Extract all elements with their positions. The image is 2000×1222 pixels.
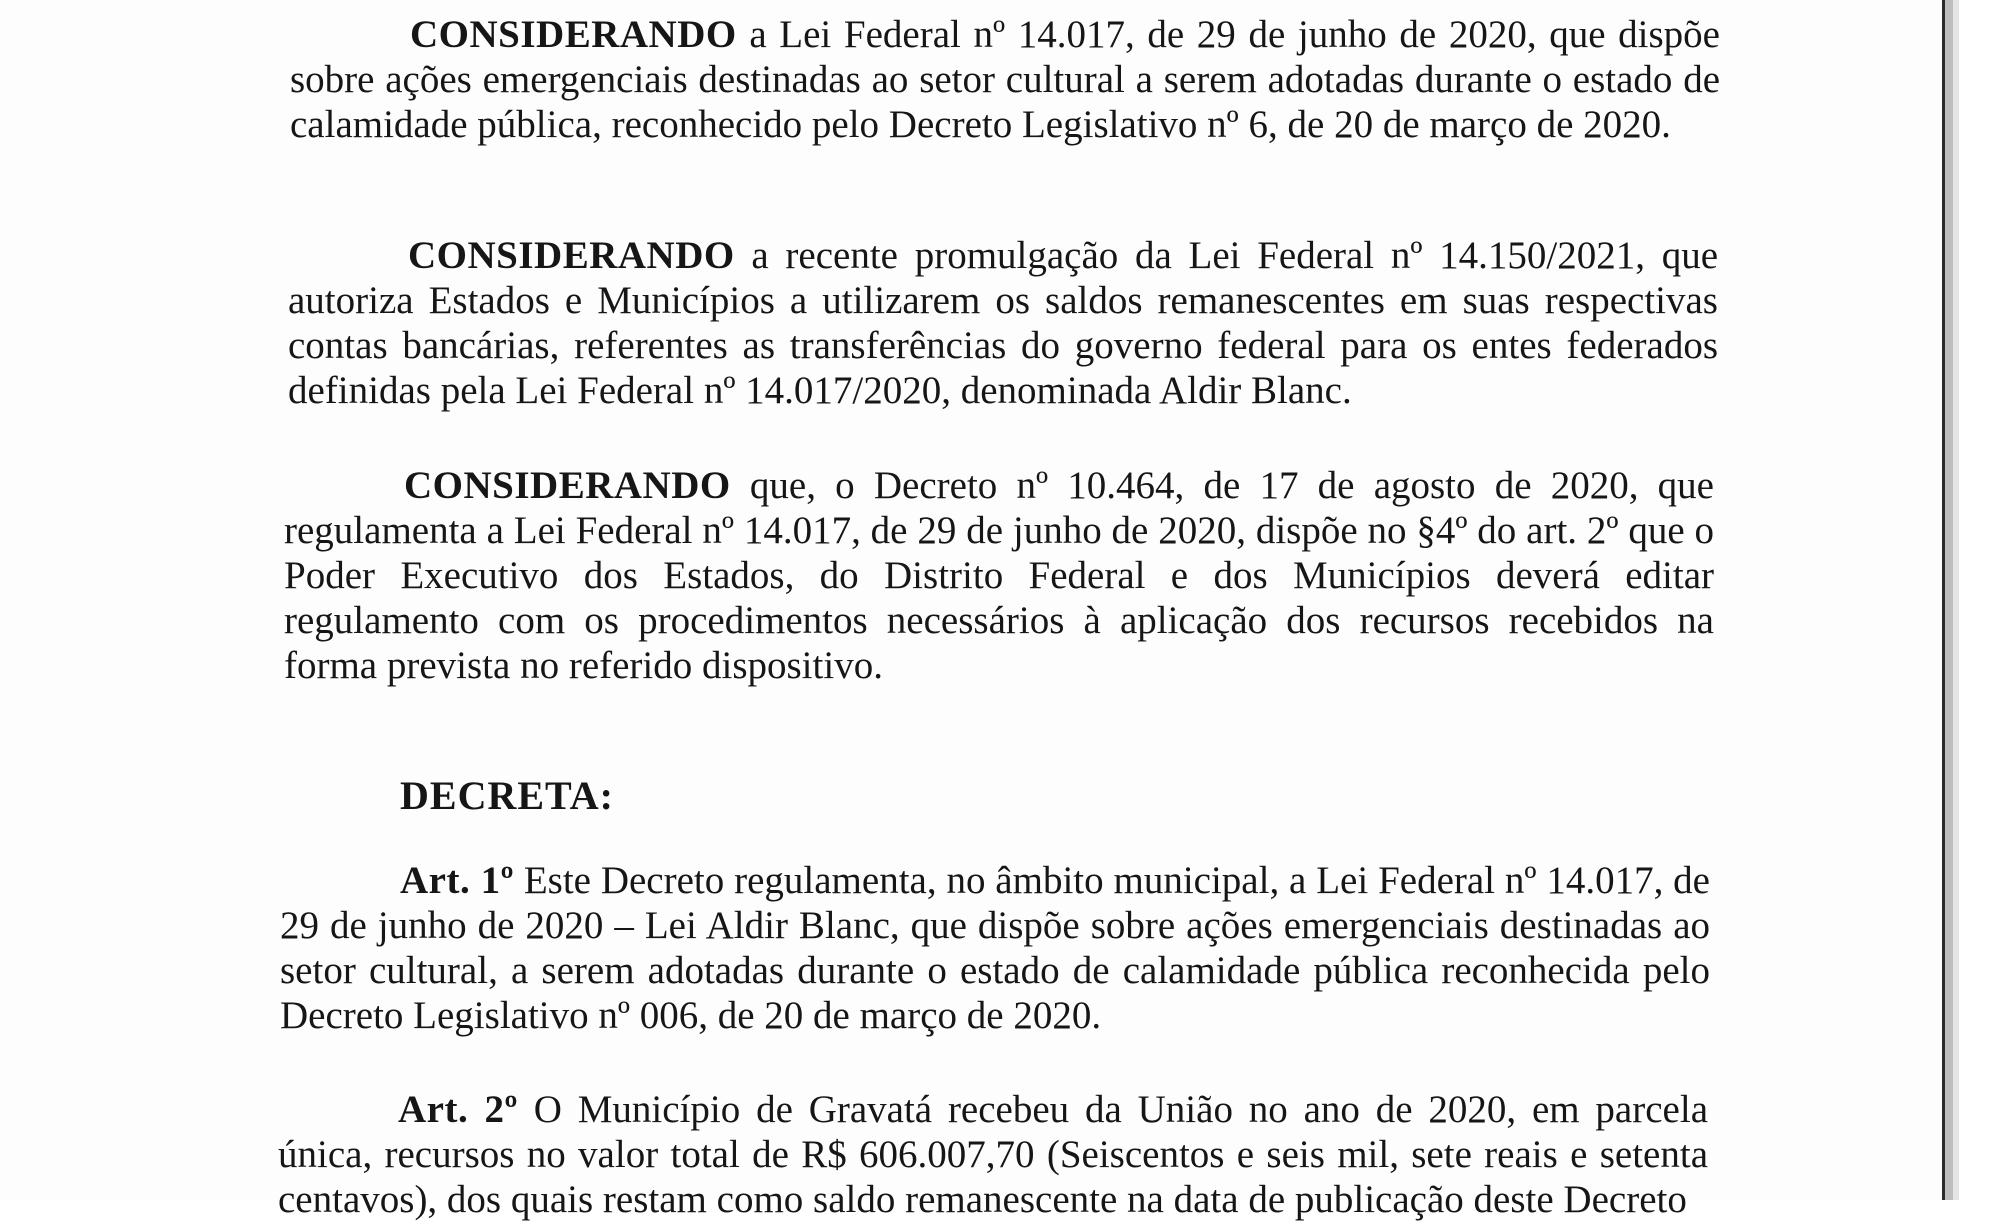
article-lead: Art. 2º: [398, 1088, 518, 1131]
decreta-heading: DECRETA:: [400, 773, 614, 818]
paragraph-lead: CONSIDERANDO: [410, 13, 737, 56]
considerando-paragraph-2: [288, 233, 1718, 413]
considerando-paragraph-3: [284, 463, 1714, 688]
article-text: Este Decreto regulamenta, no âmbito municipal, a Lei Federal nº 14.017, de 29 de junho de 2020 – Lei Aldir Blanc, que dispõe sobre ações emergenciais destinadas ao setor cultural, a serem adotadas durante o estado de calamidade pública reconhecida pelo Decreto Legislativo nº 006, de 20 de março de 2020.: [280, 859, 1710, 1037]
paragraph-text: a recente promulgação da Lei Federal nº 14.150/2021, que autoriza Estados e Municípios a utilizarem os saldos remanescentes em suas respectivas contas bancárias, referentes as transferências do governo federal para os entes federados definidas pela Lei Federal nº 14.017/2020, denominada Aldir Blanc.: [288, 234, 1718, 412]
article-1: [280, 858, 1710, 1038]
considerando-paragraph-1: [290, 12, 1720, 147]
paragraph-text: que, o Decreto nº 10.464, de 17 de agosto de 2020, que regulamenta a Lei Federal nº 14.017, de 29 de junho de 2020, dispõe no §4º do art. 2º que o Poder Executivo dos Estados, do Distrito Federal e dos Municípios deverá editar regulamento com os procedimentos necessários à aplicação dos recursos recebidos na forma prevista no referido dispositivo.: [284, 464, 1714, 687]
paragraph-text: a Lei Federal nº 14.017, de 29 de junho de 2020, que dispõe sobre ações emergenciais destinadas ao setor cultural a serem adotadas durante o estado de calamidade pública, reconhecido pelo Decreto Legislativo nº 6, de 20 de março de 2020.: [290, 13, 1720, 146]
article-text: O Município de Gravatá recebeu da União no ano de 2020, em parcela única, recursos no valor total de R$ 606.007,70 (Seiscentos e seis mil, sete reais e setenta centavos), dos quais restam como saldo remanescente na data de publicação deste Decreto: [278, 1088, 1708, 1221]
article-lead: Art. 1º: [400, 859, 514, 902]
paragraph-lead: CONSIDERANDO: [404, 464, 731, 507]
article-2: [278, 1087, 1708, 1222]
paragraph-lead: CONSIDERANDO: [408, 234, 735, 277]
